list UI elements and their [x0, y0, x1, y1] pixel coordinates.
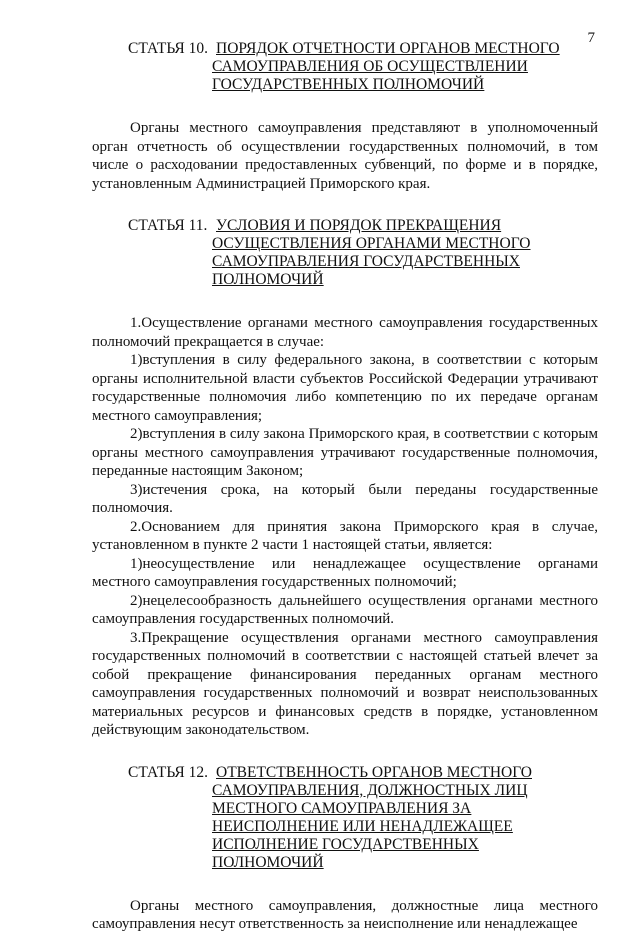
page-number: 7: [587, 30, 595, 46]
paragraph: Органы местного самоуправления, должностные лица местного самоуправления несут ответственность за неисполнение или ненадлежащее: [92, 897, 598, 932]
article-title: [212, 40, 560, 94]
article-title: [212, 217, 530, 289]
paragraph: 3)истечения срока, на который были переданы государственные полномочия.: [92, 481, 598, 516]
paragraph: 1)неосуществление или ненадлежащее осуществление органами местного самоуправления государственных полномочий;: [92, 555, 598, 590]
paragraph: 1.Осуществление органами местного самоуправления государственных полномочий прекращается в случае:: [92, 315, 598, 350]
paragraph: 3.Прекращение осуществления органами местного самоуправления государственных полномочий в соответствии с настоящей статьей влечет за собой прекращение финансирования переданных органам местного самоуправления государственных полномочий и возврат неиспользованных материальных ресурсов и финансовых средств в порядке, установленном действующим законодательством.: [92, 629, 598, 738]
article-title-line: ОСУЩЕСТВЛЕНИЯ ОРГАНАМИ МЕСТНОГО: [212, 235, 531, 252]
paragraph: 1)вступления в силу федерального закона, в соответствии с которым органы исполнительной власти субъектов Российской Федерации утрачивают государственные полномочия либо компетенцию по их передаче органам местного самоуправления;: [92, 352, 598, 424]
article-title-line: ПОЛНОМОЧИЙ: [212, 271, 324, 288]
document-body: [92, 40, 598, 934]
article-title-line: МЕСТНОГО САМОУПРАВЛЕНИЯ ЗА: [212, 799, 472, 817]
article-title-line: УСЛОВИЯ И ПОРЯДОК ПРЕКРАЩЕНИЯ: [216, 217, 502, 234]
paragraph: 2.Основанием для принятия закона Приморского края в случае, установленном в пункте 2 части 1 настоящей статьи, является:: [92, 518, 598, 553]
article-10-heading: [92, 40, 598, 94]
paragraph: Органы местного самоуправления представляют в уполномоченный орган отчетность об осуществлении государственных полномочий, в том числе о расходовании предоставленных субвенций, по форме и в порядке, установленным Администрацией Приморского края.: [92, 120, 598, 192]
article-title-line: ПОЛНОМОЧИЙ: [212, 853, 324, 871]
article-title-line: САМОУПРАВЛЕНИЯ ГОСУДАРСТВЕННЫХ: [212, 253, 520, 270]
article-title: [212, 764, 532, 872]
article-title-line: НЕИСПОЛНЕНИЕ ИЛИ НЕНАДЛЕЖАЩЕЕ: [212, 817, 513, 835]
article-number: СТАТЬЯ 12.: [128, 763, 208, 781]
article-number: СТАТЬЯ 10.: [128, 40, 208, 57]
article-12-heading: [92, 764, 598, 872]
article-11-heading: [92, 217, 598, 289]
article-title-line: САМОУПРАВЛЕНИЯ, ДОЛЖНОСТНЫХ ЛИЦ: [212, 781, 528, 799]
article-number: СТАТЬЯ 11.: [128, 217, 208, 234]
paragraph: 2)вступления в силу закона Приморского края, в соответствии с которым органы местного самоуправления утрачивают государственные полномочия, переданные настоящим Законом;: [92, 426, 598, 479]
paragraph: 2)нецелесообразность дальнейшего осуществления органами местного самоуправления государственных полномочий.: [92, 592, 598, 627]
article-title-line: ОТВЕТСТВЕННОСТЬ ОРГАНОВ МЕСТНОГО: [216, 763, 532, 781]
article-title-line: ПОРЯДОК ОТЧЕТНОСТИ ОРГАНОВ МЕСТНОГО: [216, 40, 560, 57]
article-title-line: ИСПОЛНЕНИЕ ГОСУДАРСТВЕННЫХ: [212, 835, 479, 853]
article-title-line: ГОСУДАРСТВЕННЫХ ПОЛНОМОЧИЙ: [212, 76, 485, 93]
article-title-line: САМОУПРАВЛЕНИЯ ОБ ОСУЩЕСТВЛЕНИИ: [212, 58, 528, 75]
